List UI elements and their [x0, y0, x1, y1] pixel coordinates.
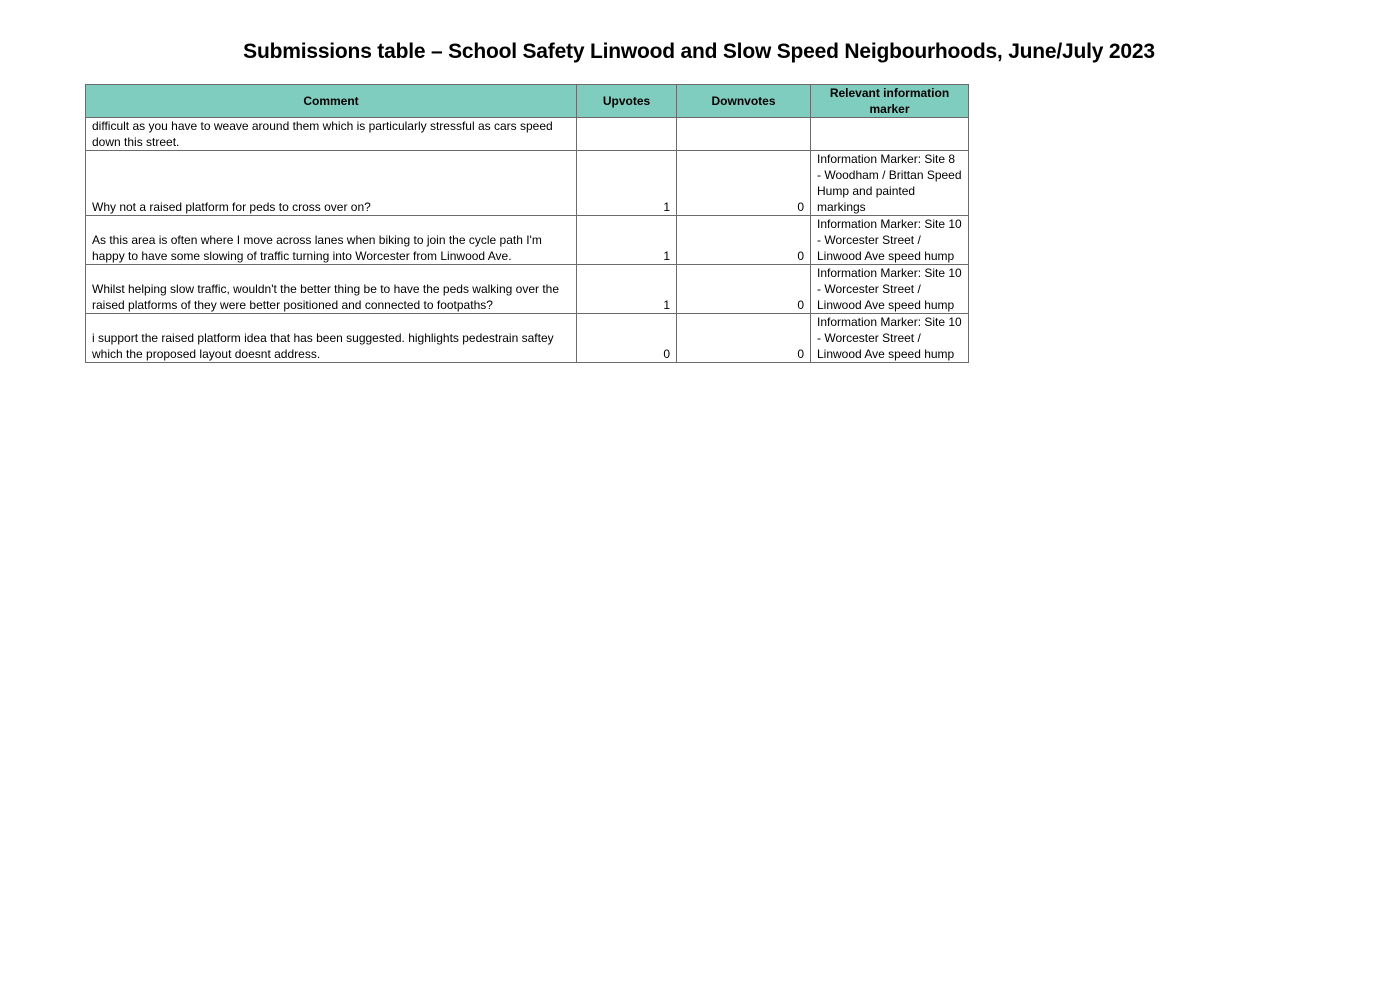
upvotes-cell: 1	[577, 151, 677, 216]
column-header-upvotes: Upvotes	[577, 85, 677, 118]
page-title: Submissions table – School Safety Linwood and Slow Speed Neigbourhoods, June/July 2023	[243, 40, 1155, 63]
submissions-table	[85, 84, 969, 363]
table-row	[86, 118, 969, 151]
comment-cell: i support the raised platform idea that has been suggested. highlights pedestrain saftey which the proposed layout doesnt address.	[86, 314, 577, 363]
marker-cell: Information Marker: Site 10 - Worcester Street / Linwood Ave speed hump	[811, 314, 969, 363]
upvotes-cell: 1	[577, 216, 677, 265]
comment-cell: As this area is often where I move across lanes when biking to join the cycle path I'm happy to have some slowing of traffic turning into Worcester from Linwood Ave.	[86, 216, 577, 265]
upvotes-cell: 1	[577, 265, 677, 314]
marker-cell: Information Marker: Site 10 - Worcester Street / Linwood Ave speed hump	[811, 265, 969, 314]
column-header-comment: Comment	[86, 85, 577, 118]
upvotes-cell: 0	[577, 314, 677, 363]
table-row	[86, 314, 969, 363]
table-row	[86, 151, 969, 216]
marker-cell: Information Marker: Site 8 - Woodham / Brittan Speed Hump and painted markings	[811, 151, 969, 216]
table-row	[86, 216, 969, 265]
marker-cell: Information Marker: Site 10 - Worcester Street / Linwood Ave speed hump	[811, 216, 969, 265]
downvotes-cell: 0	[677, 265, 811, 314]
marker-cell	[811, 118, 969, 151]
downvotes-cell: 0	[677, 314, 811, 363]
downvotes-cell: 0	[677, 151, 811, 216]
comment-cell: Whilst helping slow traffic, wouldn't the better thing be to have the peds walking over the raised platforms of they were better positioned and connected to footpaths?	[86, 265, 577, 314]
table-row	[86, 265, 969, 314]
downvotes-cell	[677, 118, 811, 151]
table-header-row	[86, 85, 969, 118]
column-header-downvotes: Downvotes	[677, 85, 811, 118]
downvotes-cell: 0	[677, 216, 811, 265]
upvotes-cell	[577, 118, 677, 151]
comment-cell: Why not a raised platform for peds to cross over on?	[86, 151, 577, 216]
comment-cell: difficult as you have to weave around them which is particularly stressful as cars speed down this street.	[86, 118, 577, 151]
column-header-marker: Relevant information marker	[811, 85, 969, 118]
